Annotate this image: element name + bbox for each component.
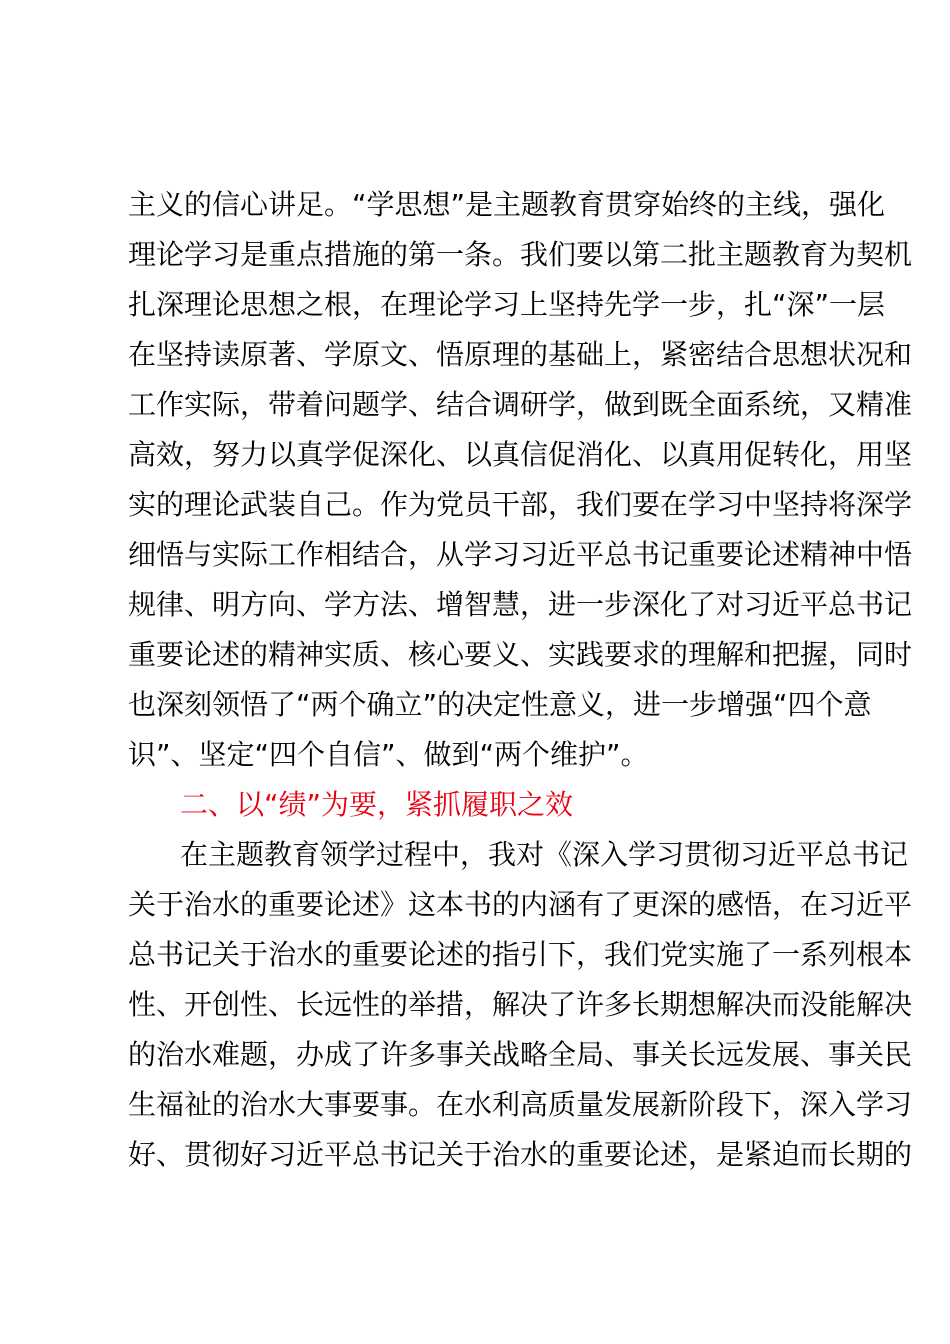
- body-line: 高效，努力以真学促深化、以真信促消化、以真用促转化，用坚: [128, 438, 913, 471]
- body-line: 生福祉的治水大事要事。在水利高质量发展新阶段下，深入学习: [128, 1088, 913, 1121]
- section-heading: 二、以“绩”为要，紧抓履职之效: [180, 788, 574, 821]
- body-line: 总书记关于治水的重要论述的指引下，我们党实施了一系列根本: [128, 938, 913, 971]
- body-line: 关于治水的重要论述》这本书的内涵有了更深的感悟，在习近平: [128, 888, 913, 921]
- body-line: 规律、明方向、学方法、增智慧，进一步深化了对习近平总书记: [128, 588, 913, 621]
- body-line: 性、开创性、长远性的举措，解决了许多长期想解决而没能解决: [128, 988, 913, 1021]
- body-line: 也深刻领悟了“两个确立”的决定性意义，进一步增强“四个意: [128, 688, 872, 721]
- body-line: 细悟与实际工作相结合，从学习习近平总书记重要论述精神中悟: [128, 538, 913, 571]
- body-line: 的治水难题，办成了许多事关战略全局、事关长远发展、事关民: [128, 1038, 913, 1071]
- body-line: 主义的信心讲足。“学思想”是主题教育贯穿始终的主线，强化: [128, 188, 886, 221]
- body-line: 扎深理论思想之根，在理论学习上坚持先学一步，扎“深”一层: [128, 288, 886, 321]
- body-line: 重要论述的精神实质、核心要义、实践要求的理解和把握，同时: [128, 638, 913, 671]
- body-line: 工作实际，带着问题学、结合调研学，做到既全面系统，又精准: [128, 388, 913, 421]
- paragraph-first-line: 在主题教育领学过程中，我对《深入学习贯彻习近平总书记: [180, 838, 909, 871]
- body-line: 实的理论武装自己。作为党员干部，我们要在学习中坚持将深学: [128, 488, 913, 521]
- body-line: 理论学习是重点措施的第一条。我们要以第二批主题教育为契机: [128, 238, 913, 271]
- body-line: 在坚持读原著、学原文、悟原理的基础上，紧密结合思想状况和: [128, 338, 913, 371]
- body-line: 好、贯彻好习近平总书记关于治水的重要论述，是紧迫而长期的: [128, 1138, 913, 1171]
- body-line: 识”、坚定“四个自信”、做到“两个维护”。: [128, 738, 649, 771]
